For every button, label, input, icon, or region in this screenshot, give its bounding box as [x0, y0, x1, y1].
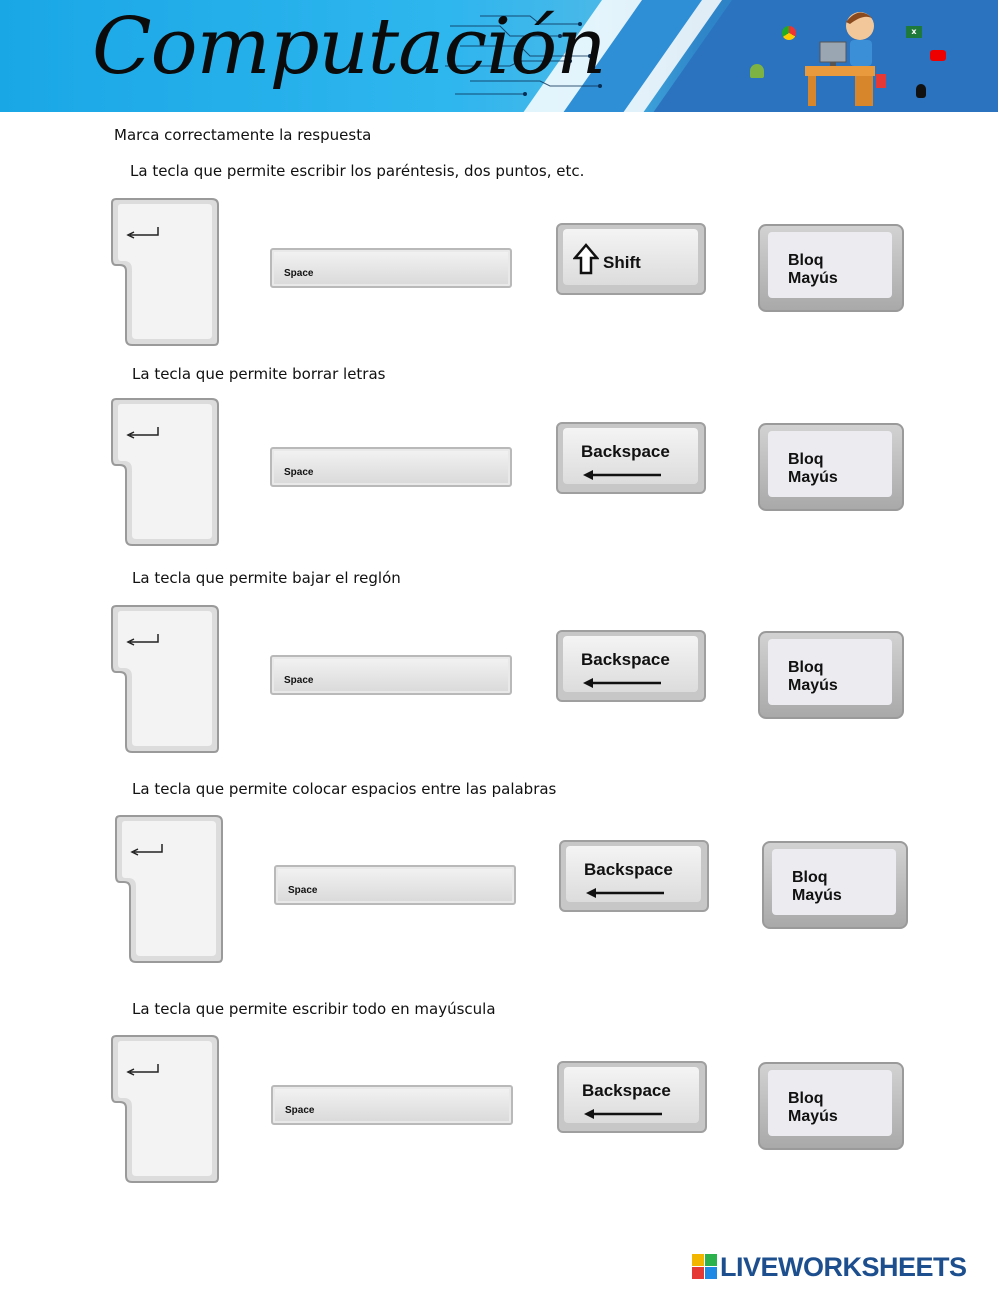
space-key-option[interactable] [271, 1085, 513, 1125]
kid-computer-illustration [800, 4, 890, 109]
enter-key-option[interactable] [112, 814, 224, 968]
space-key-label: Space [288, 885, 318, 896]
instruction-text: Marca correctamente la respuesta [114, 126, 372, 144]
shift-key-label: Shift [603, 253, 641, 272]
shift-arrow-icon [573, 243, 599, 275]
backspace-key-label: Backspace [581, 442, 670, 461]
caps-lock-key-option[interactable] [758, 631, 904, 719]
backspace-key-option[interactable] [556, 630, 706, 702]
caps-lock-key-label: Bloq Mayús [788, 1090, 838, 1125]
enter-arrow-icon [108, 1034, 220, 1184]
space-key-option[interactable] [270, 655, 512, 695]
caps-lock-key-label: Bloq Mayús [788, 252, 838, 287]
question-text: La tecla que permite borrar letras [132, 365, 386, 383]
liveworksheets-logo[interactable] [692, 1252, 967, 1283]
backspace-key-label: Backspace [584, 860, 673, 879]
backspace-arrow-icon [583, 678, 663, 688]
backspace-key-option[interactable] [557, 1061, 707, 1133]
caps-lock-key-label: Bloq Mayús [792, 869, 842, 904]
caps-lock-key-option[interactable] [762, 841, 908, 929]
backspace-key-label: Backspace [581, 650, 670, 669]
enter-key-option[interactable] [108, 1034, 220, 1188]
enter-key-option[interactable] [108, 397, 220, 551]
youtube-icon [930, 50, 946, 61]
caps-lock-key-label: Bloq Mayús [788, 451, 838, 486]
enter-arrow-icon [112, 814, 224, 964]
caps-lock-key-option[interactable] [758, 1062, 904, 1150]
backspace-key-label: Backspace [582, 1081, 671, 1100]
caps-lock-key-option[interactable] [758, 224, 904, 312]
caps-lock-key-option[interactable] [758, 423, 904, 511]
shift-key-option[interactable] [556, 223, 706, 295]
question-text: La tecla que permite escribir todo en mayúscula [132, 1000, 496, 1018]
backspace-key-option[interactable] [556, 422, 706, 494]
backspace-arrow-icon [584, 1109, 664, 1119]
excel-icon: x [906, 26, 922, 38]
header-title: Computación [92, 2, 606, 92]
enter-arrow-icon [108, 197, 220, 347]
liveworksheets-mark-icon [692, 1254, 718, 1280]
space-key-option[interactable] [274, 865, 516, 905]
space-key-label: Space [285, 1105, 315, 1116]
backspace-arrow-icon [583, 470, 663, 480]
space-key-label: Space [284, 268, 314, 279]
header-banner [0, 0, 998, 112]
enter-key-option[interactable] [108, 197, 220, 351]
backspace-key-option[interactable] [559, 840, 709, 912]
linux-icon [916, 84, 926, 98]
space-key-option[interactable] [270, 447, 512, 487]
android-icon [750, 64, 764, 78]
enter-arrow-icon [108, 604, 220, 754]
question-text: La tecla que permite colocar espacios entre las palabras [132, 780, 557, 798]
question-text: La tecla que permite bajar el reglón [132, 569, 401, 587]
question-text: La tecla que permite escribir los paréntesis, dos puntos, etc. [130, 162, 585, 180]
enter-key-option[interactable] [108, 604, 220, 758]
space-key-label: Space [284, 675, 314, 686]
chrome-icon [782, 26, 796, 40]
liveworksheets-logo-text: LIVEWORKSHEETS [720, 1252, 967, 1282]
enter-arrow-icon [108, 397, 220, 547]
backspace-arrow-icon [586, 888, 666, 898]
space-key-label: Space [284, 467, 314, 478]
space-key-option[interactable] [270, 248, 512, 288]
caps-lock-key-label: Bloq Mayús [788, 659, 838, 694]
